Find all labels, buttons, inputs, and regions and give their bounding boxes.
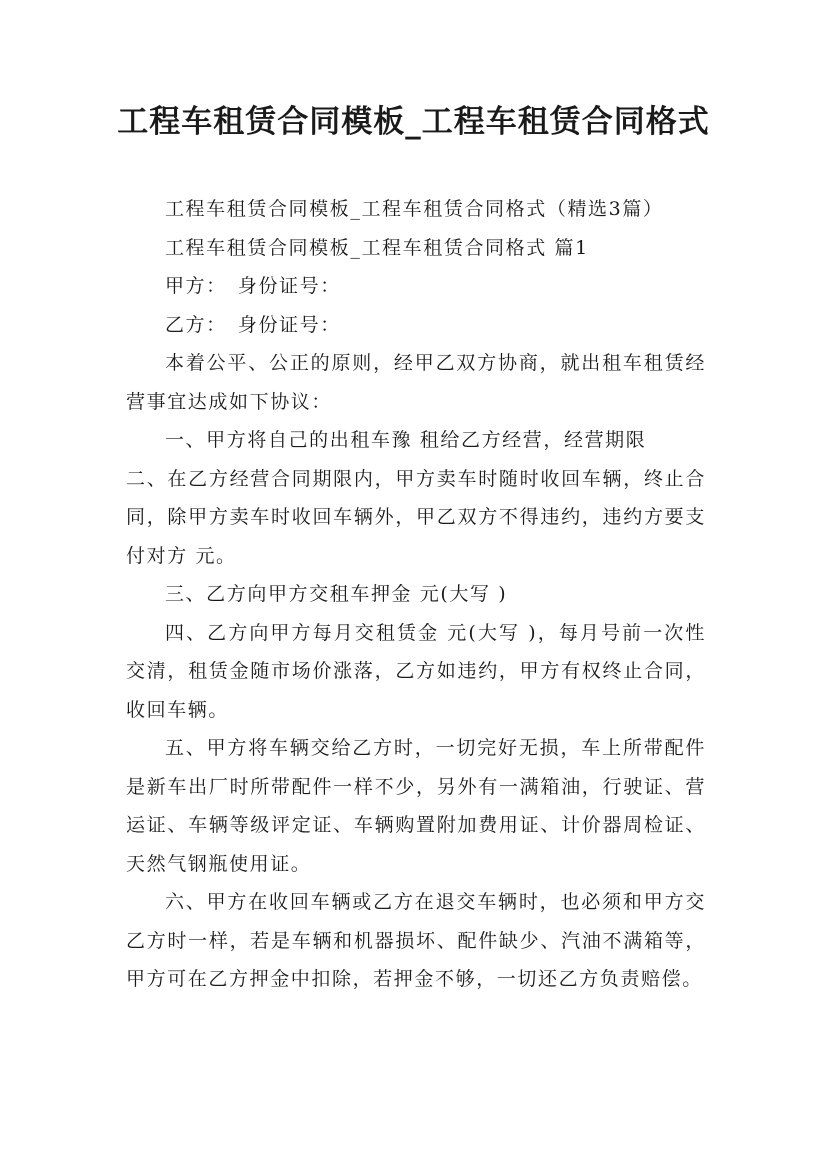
paragraph-intro: 工程车租赁合同模板_工程车租赁合同格式（精选3篇） <box>164 198 664 220</box>
paragraph-clause-6: 六、甲方在收回车辆或乙方在退交车辆时，也必须和甲方交乙方时一样，若是车辆和机器损坏、配件缺少、汽油不满箱等，甲方可在乙方押金中扣除，若押金不够，一切还乙方负责赔偿。 <box>126 891 706 990</box>
paragraph-clause-1: 一、甲方将自己的出租车豫 租给乙方经营，经营期限 <box>164 429 647 451</box>
document-body <box>126 190 706 999</box>
paragraph-clause-2: 二、在乙方经营合同期限内，甲方卖车时随时收回车辆，终止合同，除甲方卖车时收回车辆外，甲乙双方不得违约，违约方要支付对方 元。 <box>126 467 706 567</box>
paragraph-preamble: 本着公平、公正的原则，经甲乙双方协商，就出租车租赁经营事宜达成如下协议： <box>126 352 706 413</box>
document-title: 工程车租赁合同模板_工程车租赁合同格式 <box>117 104 710 140</box>
paragraph-party-a: 甲方： 身份证号： <box>164 275 341 297</box>
paragraph-clause-4: 四、乙方向甲方每月交租赁金 元(大写 )，每月号前一次性交清，租赁金随市场价涨落，乙方如违约，甲方有权终止合同，收回车辆。 <box>126 621 706 721</box>
paragraph-section-heading: 工程车租赁合同模板_工程车租赁合同格式 篇1 <box>164 236 589 259</box>
paragraph-clause-3: 三、乙方向甲方交租车押金 元(大写 ) <box>164 583 508 605</box>
paragraph-clause-5: 五、甲方将车辆交给乙方时，一切完好无损，车上所带配件是新车出厂时所带配件一样不少，另外有一满箱油，行驶证、营运证、车辆等级评定证、车辆购置附加费用证、计价器周检证、天然气钢瓶使用证。 <box>126 737 706 875</box>
paragraph-party-b: 乙方： 身份证号： <box>164 313 341 336</box>
